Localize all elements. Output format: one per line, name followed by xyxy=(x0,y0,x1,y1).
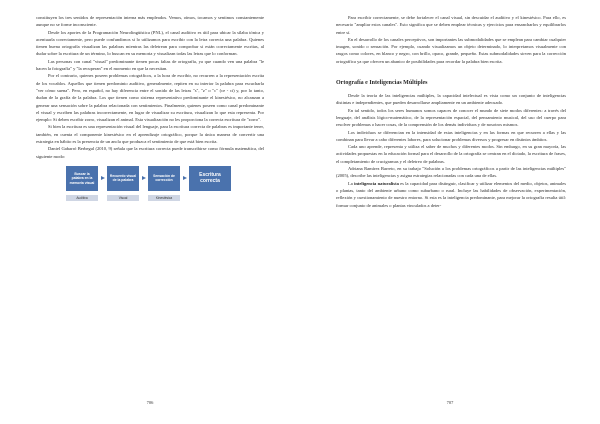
right-text-column xyxy=(336,14,566,209)
diagram-box-visual-memory: Recuerdo visual de la palabra xyxy=(107,166,139,191)
paragraph: Desde la teoría de las inteligencias múltiples, la capacidad intelectual es vista como un conjunto de inteligencias distintas e independientes, que pueden desarrollarse ampliamente en un ambiente adecuado. xyxy=(336,93,566,106)
left-text-column xyxy=(36,14,264,208)
paragraph: En tal sentido, todos los seres humanos somos capaces de conocer el mundo de siete modos diferentes: a través del lenguaje, del análisis lógico-matemático, de la representación espacial, del pensamiento musical, del uso del cuerpo para resolver problemas o hacer cosas, de la comprensión de los demás individuos y de nosotros mismos. xyxy=(336,107,566,128)
diagram-box-correctness: Sensación de corrección xyxy=(148,166,180,191)
paragraph: Los individuos se diferencian en la intensidad de estas inteligencias y en las formas en que recurren a ellas y las combinan para llevar a cabo diferentes labores, para solucionar problemas diversos y progresar en distintos ámbitos. xyxy=(336,129,566,142)
paragraph: Para escribir correctamente, se debe fortalecer el canal visual, sin descuidar el auditivo y el kinestésico. Para ello, es necesario "ampliar estos canales". Esto significa que se deben emplear técnicas y ejercicios para ensancharlos y equilibrarlos entre sí. xyxy=(336,15,566,35)
paragraph: Adriana Ramírez Barreto, en su trabajo "Solución a los problemas ortográficos a partir de las inteligencias múltiples" (2005), describe las inteligencias y asigna estrategias relacionadas con cada una de ellas. xyxy=(336,166,566,179)
paragraph: Cada uno aprende, representa y utiliza el saber de muchos y diferentes modos. Sin embargo, en su gran mayoría, las actividades propuestas en la educación formal para el desarrollo de la ortografía se centran en el dictado, la escritura de frases, el completamiento de crucigramas y el deletreo de palabras. xyxy=(336,144,566,164)
text-run: La xyxy=(348,180,355,186)
paragraph-naturalist xyxy=(336,180,566,209)
diagram-tag-auditory: Auditiva xyxy=(66,195,98,201)
diagram-box-result: Escritura correcta xyxy=(189,166,231,191)
paragraph: Por el contrario, quienes poseen problemas ortográficos, a la hora de escribir, no recurren a la representación escrita de los vocablos. Aquellos que tienen predominio auditivo, generalmente, repiten en su interior la palabra para escucharla "ver cómo suena". Pero, en español, no hay diferencia entre el sonido de las letras "s", "z" o "c" (ce - ci) y, por lo tanto, dudan de la grafía de la palabra. Los que tienen como sistema representativo predominante el kinestésico, no alcanzan a generar una sensación sobre la palabra relacionada con sentimientos. Finalmente, quienes poseen como canal predominante el visual y escriben las palabras incorrectamente, en lugar de visualizar su escritura, visualizan lo que esta representa. Por ejemplo: Si deben escribir zorro, visualizan el animal. Esta visualización no les proporciona la correcta escritura de "zorro". xyxy=(36,73,264,123)
arrow-right-icon xyxy=(101,176,105,180)
arrow-right-icon xyxy=(183,176,187,180)
section-heading: Ortografía e Inteligencias Múltiples xyxy=(336,80,428,87)
diagram-tag-visual: Visual xyxy=(107,195,139,201)
paragraph: Daniel Gabarró Berbegal (2010, 9) señala que la escritura correcta puede transcribirse como fórmula matemática, del siguiente modo: xyxy=(36,146,264,159)
text-run: es la capacidad para distinguir, clasificar y utilizar elementos del medio, objetos, animales o plantas, tanto del ambiente urbano como suburbano o rural. Incluye las habilidades de observación, experimentación, reflexión y cuestionamiento de nuestro entorno. Si esta es la inteligencia predominante, para mejorar la ortografía resulta útil: formar conjunto de animales o plantas vinculados a deter- xyxy=(336,180,566,208)
diagram-tag-kinesthetic: Kinestésica xyxy=(148,195,180,201)
paragraph: constituyen los tres sentidos de representación interna más empleados. Vemos, oímos, tocamos y sentimos constantemente aunque no se forme inconsciente. xyxy=(36,15,264,28)
arrow-right-icon xyxy=(142,176,146,180)
page-number: 706 xyxy=(146,400,154,405)
page-number: 707 xyxy=(446,400,454,405)
diagram-box-search: Buscar la palabra en la memoria visual xyxy=(66,166,98,191)
paragraph: En el desarrollo de los canales perceptivos, son importantes las submodalidades que se emplean para cambiar cualquier imagen, sonido o sensación. Por ejemplo, cuando visualizamos un objeto determinado, lo interpretamos visualmente con rasgos como colores, en blanco y negro, con brillo, opaco, grande, pequeño. Estas submodalidades sirven para la corrección ortográfica ya que ofrecen un abanico de posibilidades para recordar la palabra bien escrita. xyxy=(336,36,566,64)
paragraph: Si bien la escritura es una representación visual del lenguaje, para la escritura correcta de palabras es importante tener, también, en cuenta el componente kinestésico en el aprendizaje ortográfico, porque la única manera de convertir una estrategia en hábito es la presencia de un ancla que produzca el sentimiento de que está bien escrita. xyxy=(36,124,264,145)
bold-term: inteligencia naturalista xyxy=(354,180,399,186)
paragraph: Desde los aportes de la Programación Neurolingüística (PNL), el canal auditivo es útil para ubicar la sílaba tónica y acentuarla correctamente, pero puede confundirnos si lo utilizamos para escribir con la letra correcta una palabra. Quienes tienen buena ortografía visualizan las palabras mientras las deletrean para comprobar si están correctamente escritas, al dudar sobre la escritura de un término, lo buscan en su memoria y visualizan todas las letras que lo conforman. xyxy=(36,29,264,57)
right-page xyxy=(300,0,600,424)
paragraph: Las personas con canal "visual" predominante tienen pocas faltas de ortografía, ya que cuando ven una palabra "le hacen la fotografía" y "la recuperan" en el momento en que la necesitan. xyxy=(36,58,264,72)
spelling-formula-diagram xyxy=(66,166,236,208)
